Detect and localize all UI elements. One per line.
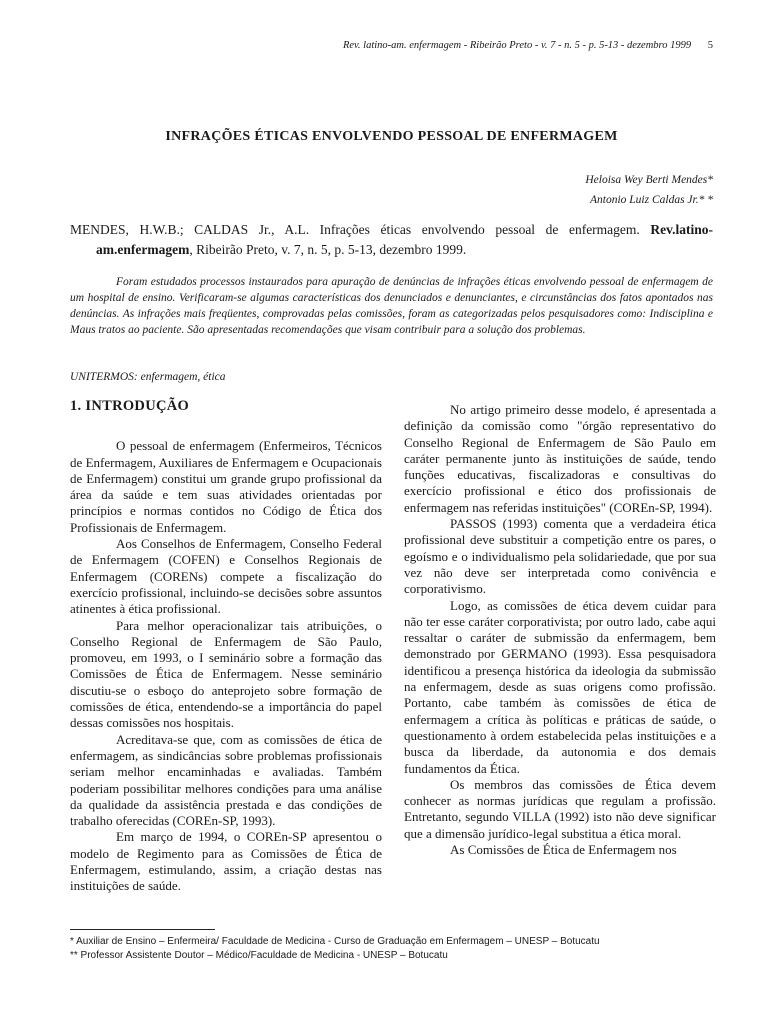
paragraph: Aos Conselhos de Enfermagem, Conselho Federal de Enfermagem (COFEN) e Conselhos Regionais de Enfermagem (CORENs) compete a fiscalização do exercício profissional, incluindo-se decisões sobre assuntos atinentes à ética profissional. xyxy=(70,536,382,617)
footnote-divider xyxy=(70,929,215,930)
paragraph: O pessoal de enfermagem (Enfermeiros, Técnicos de Enfermagem, Auxiliares de Enfermagem e Ocupacionais de Enfermagem) constitui um grande grupo profissional da área da saúde e tem suas atividades orientadas por princípios e normas contidos no Código de Ética dos Profissionais de Enfermagem. xyxy=(70,438,382,535)
page-number: 5 xyxy=(707,40,713,51)
paragraph: Os membros das comissões de Ética devem conhecer as normas jurídicas que regulam a profissão. Entretanto, segundo VILLA (1992) isto não deve significar que a dimensão jurídico-legal substitua a ética moral. xyxy=(404,776,716,841)
footnote-2: ** Professor Assistente Doutor – Médico/Faculdade de Medicina - UNESP – Botucatu xyxy=(70,950,448,961)
running-head-text: Rev. latino-am. enfermagem - Ribeirão Preto - v. 7 - n. 5 - p. 5-13 - dezembro 1999 xyxy=(342,40,692,51)
abstract: Foram estudados processos instaurados para apuração de denúncias de infrações éticas envolvendo pessoal de enfermagem de um hospital de ensino. Verificaram-se algumas características dos denunciados e denunciantes, e circunstâncias dos fatos apontados nas denúncias. As infrações mais freqüentes, comprovadas pelas comissões, foram as categorizadas pelos pesquisadores como: Indisciplina e Maus tratos ao paciente. São apresentadas recomendações que visam contribuir para a solução dos problemas. xyxy=(70,276,713,336)
citation-suffix: , Ribeirão Preto, v. 7, n. 5, p. 5-13, dezembro 1999. xyxy=(189,242,467,257)
citation-prefix: MENDES, H.W.B.; CALDAS Jr., A.L. Infrações éticas envolvendo pessoal de enfermagem. xyxy=(70,222,640,237)
paragraph: No artigo primeiro desse modelo, é apresentada a definição da comissão como "órgão representativo do Conselho Regional de Enfermagem de São Paulo em caráter permanente junto às instituições de saúde, tendo funções educativas, fiscalizadoras e consultivas do exercício profissional e ético dos profissionais de enfermagem nas referidas instituições" (COREn-SP, 1994). xyxy=(404,402,716,515)
footnote-1: * Auxiliar de Ensino – Enfermeira/ Faculdade de Medicina - Curso de Graduação em Enfermagem – UNESP – Botucatu xyxy=(70,936,600,947)
paragraph: Em março de 1994, o COREn-SP apresentou o modelo de Regimento para as Comissões de Ética de Enfermagem, estimulando, assim, a criação destas nas instituições de saúde. xyxy=(70,829,382,894)
paragraph: As Comissões de Ética de Enfermagem nos xyxy=(450,842,677,858)
author-2: Antonio Luiz Caldas Jr.* * xyxy=(589,194,713,206)
citation xyxy=(70,220,713,260)
paragraph: PASSOS (1993) comenta que a verdadeira ética profissional deve substituir a competição entre os pares, o egoísmo e o individualismo pela solidariedade, que por sua vez não deve ser interpretada como conivência e corporativismo. xyxy=(404,516,716,597)
section-heading: 1. INTRODUÇÃO xyxy=(70,398,190,414)
citation-journal: Rev.latino-am.enfermagem xyxy=(96,222,713,257)
authors-block xyxy=(585,170,713,210)
running-head xyxy=(300,40,713,51)
left-column xyxy=(70,398,382,895)
article-title: INFRAÇÕES ÉTICAS ENVOLVENDO PESSOAL DE ENFERMAGEM xyxy=(165,129,618,145)
footnotes xyxy=(70,935,728,963)
paragraph: Acreditava-se que, com as comissões de ética de enfermagem, as sindicâncias sobre problemas profissionais seriam melhor encaminhadas e avaliadas. Também poderiam possibilitar melhores condições para uma análise da qualidade da assistência prestada e das condições de trabalho oferecidas (COREn-SP, 1993). xyxy=(70,731,382,829)
right-column xyxy=(404,402,716,858)
author-1: Heloisa Wey Berti Mendes* xyxy=(585,174,713,186)
paragraph: Para melhor operacionalizar tais atribuições, o Conselho Regional de Enfermagem de São Paulo, promoveu, em 1993, o I seminário sobre a formação das Comissões de Ética de Enfermagem. Nesse seminário discutiu-se o esboço do anteprojeto sobre formação de comissões de ética, entendendo-se a importância do papel dessas comissões nos hospitais. xyxy=(70,617,382,731)
keywords: UNITERMOS: enfermagem, ética xyxy=(70,371,226,383)
paragraph: Logo, as comissões de ética devem cuidar para não ter esse caráter corporativista; por outro lado, cabe aqui ressaltar o caráter de submissão da enfermagem, bem demonstrado por GERMANO (1993). Essa pesquisadora identificou a presença histórica da ideologia da submissão na enfermagem, desde as suas origens como profissão. Portanto, cabe também às comissões de ética de enfermagem a crítica às políticas e práticas de saúde, o questionamento à ordem estabelecida pelas instituições e a busca da liberdade, da autonomia e dos demais fundamentos da Ética. xyxy=(404,597,716,776)
